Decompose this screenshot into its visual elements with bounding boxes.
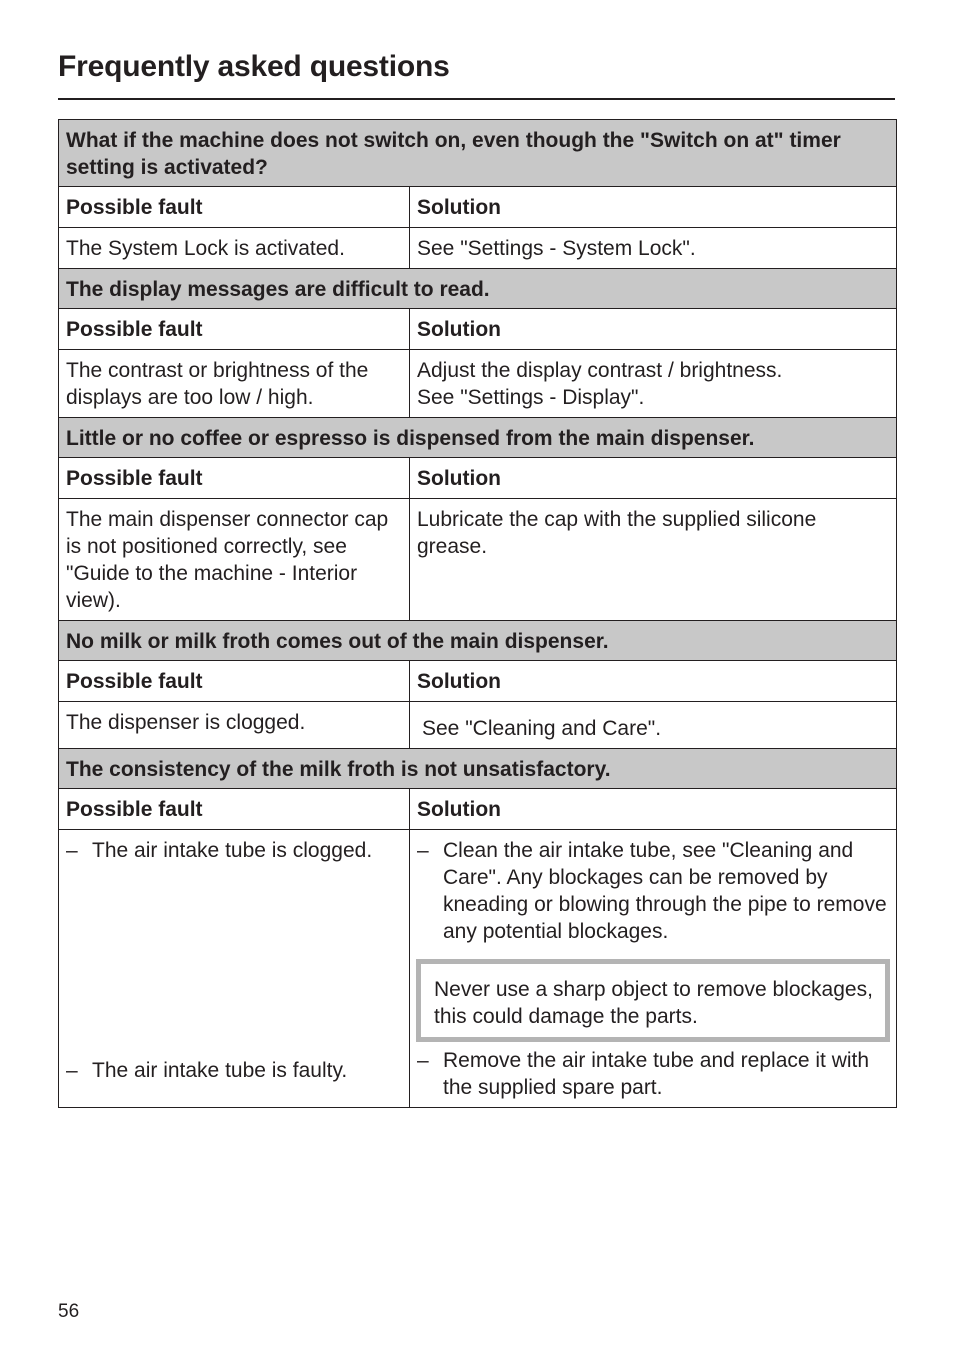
fault-header: Possible fault [59, 789, 410, 830]
fault-header: Possible fault [59, 661, 410, 702]
answer-row [59, 702, 897, 749]
page-number: 56 [58, 1301, 80, 1322]
fault-header: Possible fault [59, 309, 410, 350]
question-row [59, 120, 897, 187]
question-text: The consistency of the milk froth is not unsatisfactory. [59, 749, 897, 789]
answer-row [59, 350, 897, 418]
header-row [59, 458, 897, 499]
fault-header: Possible fault [59, 458, 410, 499]
solution-item-text: Clean the air intake tube, see "Cleaning and Care". Any blockages can be removed by kneading or blowing through the pipe to remove any potential blockages. [443, 839, 887, 943]
fault-header: Possible fault [59, 187, 410, 228]
dash-bullet: – [66, 839, 78, 862]
dash-bullet: – [66, 1059, 78, 1082]
fault-item-text: The air intake tube is faulty. [92, 1059, 348, 1082]
solution-header: Solution [410, 309, 897, 350]
header-row [59, 187, 897, 228]
fault-cell: The main dispenser connector cap is not positioned correctly, see "Guide to the machine - Interior view). [59, 499, 410, 621]
answer-row [59, 228, 897, 269]
solution-header: Solution [410, 458, 897, 499]
question-text: Little or no coffee or espresso is dispensed from the main dispenser. [59, 418, 897, 458]
title-divider [58, 98, 895, 100]
dash-bullet: – [417, 1049, 429, 1072]
solution-header: Solution [410, 789, 897, 830]
solution-cell: See "Cleaning and Care". [410, 702, 897, 749]
solution-line: Adjust the display contrast / brightness. [417, 359, 783, 382]
answer-row [59, 499, 897, 621]
question-row [59, 269, 897, 309]
question-row [59, 621, 897, 661]
question-row [59, 749, 897, 789]
solution-cell [410, 350, 897, 418]
dash-bullet: – [417, 839, 429, 862]
solution-item [417, 837, 890, 945]
fault-cell: The dispenser is clogged. [59, 702, 410, 749]
solution-item [417, 1047, 890, 1101]
fault-item-text: The air intake tube is clogged. [92, 839, 373, 862]
header-row [59, 661, 897, 702]
header-row [59, 309, 897, 350]
fault-cell: The contrast or brightness of the displays are too low / high. [59, 350, 410, 418]
solution-cell: Lubricate the cap with the supplied silicone grease. [410, 499, 897, 621]
solution-cell [410, 830, 897, 1108]
solution-line: See "Settings - Display". [417, 386, 645, 409]
fault-item [66, 837, 403, 864]
page-title: Frequently asked questions [58, 50, 450, 83]
solution-cell: See "Settings - System Lock". [410, 228, 897, 269]
solution-header: Solution [410, 187, 897, 228]
warning-note-text: Never use a sharp object to remove blockages, this could damage the parts. [434, 978, 873, 1028]
solution-item-text: Remove the air intake tube and replace it with the supplied spare part. [443, 1049, 870, 1099]
fault-cell [59, 830, 410, 1108]
fault-cell: The System Lock is activated. [59, 228, 410, 269]
solution-header: Solution [410, 661, 897, 702]
question-text: What if the machine does not switch on, even though the "Switch on at" timer setting is activated? [59, 120, 897, 187]
answer-row [59, 830, 897, 1108]
warning-note [416, 959, 890, 1042]
header-row [59, 789, 897, 830]
question-text: No milk or milk froth comes out of the main dispenser. [59, 621, 897, 661]
question-row [59, 418, 897, 458]
fault-item [66, 1057, 347, 1084]
question-text: The display messages are difficult to read. [59, 269, 897, 309]
faq-table [58, 119, 897, 1108]
